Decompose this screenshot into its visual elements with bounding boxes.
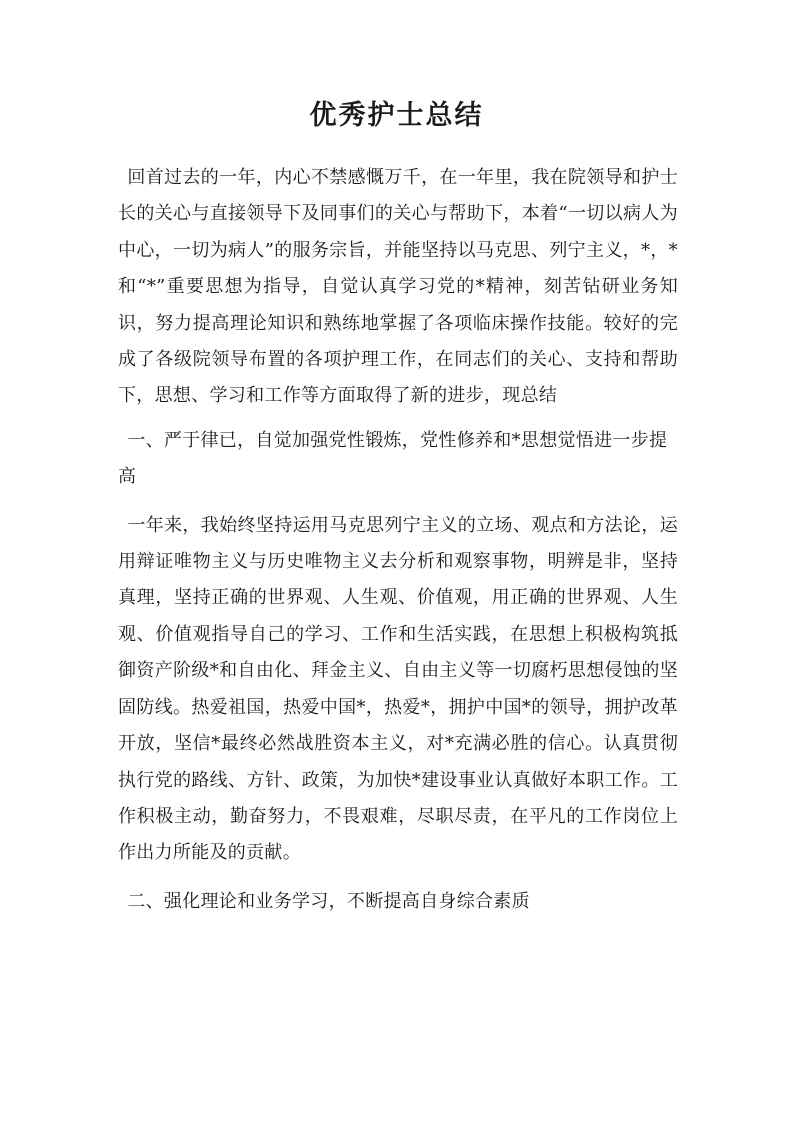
section-1-paragraph-text: 一年来，我始终坚持运用马克思列宁主义的立场、观点和方法论，运用辩证唯物主义与历史唯物主义去分析和观察事物，明辨是非，坚持真理，坚持正确的世界观、人生观、价值观，用正确的世界观、人生观、价值观指导自己的学习、工作和生活实践，在思想上积极构筑抵御资产阶级*和自由化、拜金主义、自由主义等一切腐朽思想侵蚀的坚固防线。热爱祖国，热爱中国*，热爱*，拥护中国*的领导，拥护改革开放，坚信*最终必然战胜资本主义，对*充满必胜的信心。认真贯彻执行党的路线、方针、政策，为加快*建设事业认真做好本职工作。工作积极主动，勤奋努力，不畏艰难，尽职尽责，在平凡的工作岗位上作出力所能及的贡献。 xyxy=(118,514,678,864)
section-heading-2 xyxy=(118,884,678,920)
section-heading-2-text: 二、强化理论和业务学习，不断提高自身综合素质 xyxy=(127,890,530,912)
document-body xyxy=(118,160,678,920)
section-1-paragraph xyxy=(118,508,678,872)
section-heading-1 xyxy=(118,423,678,496)
section-heading-1-text: 一、严于律已，自觉加强党性锻炼，党性修养和*思想觉悟进一步提高 xyxy=(118,429,668,488)
document-title: 优秀护士总结 xyxy=(309,100,484,131)
intro-paragraph xyxy=(118,160,678,415)
intro-paragraph-text: 回首过去的一年，内心不禁感慨万千，在一年里，我在院领导和护士长的关心与直接领导下及同事们的关心与帮助下，本着“一切以病人为中心，一切为病人”的服务宗旨，并能坚持以马克思、列宁主义，*，*和“*”重要思想为指导，自觉认真学习党的*精神，刻苦钻研业务知识，努力提高理论知识和熟练地掌握了各项临床操作技能。较好的完成了各级院领导布置的各项护理工作，在同志们的关心、支持和帮助下，思想、学习和工作等方面取得了新的进步，现总结 xyxy=(118,167,678,407)
paragraph-spacer xyxy=(118,496,678,508)
paragraph-spacer xyxy=(118,872,678,884)
paragraph-spacer xyxy=(118,415,678,423)
